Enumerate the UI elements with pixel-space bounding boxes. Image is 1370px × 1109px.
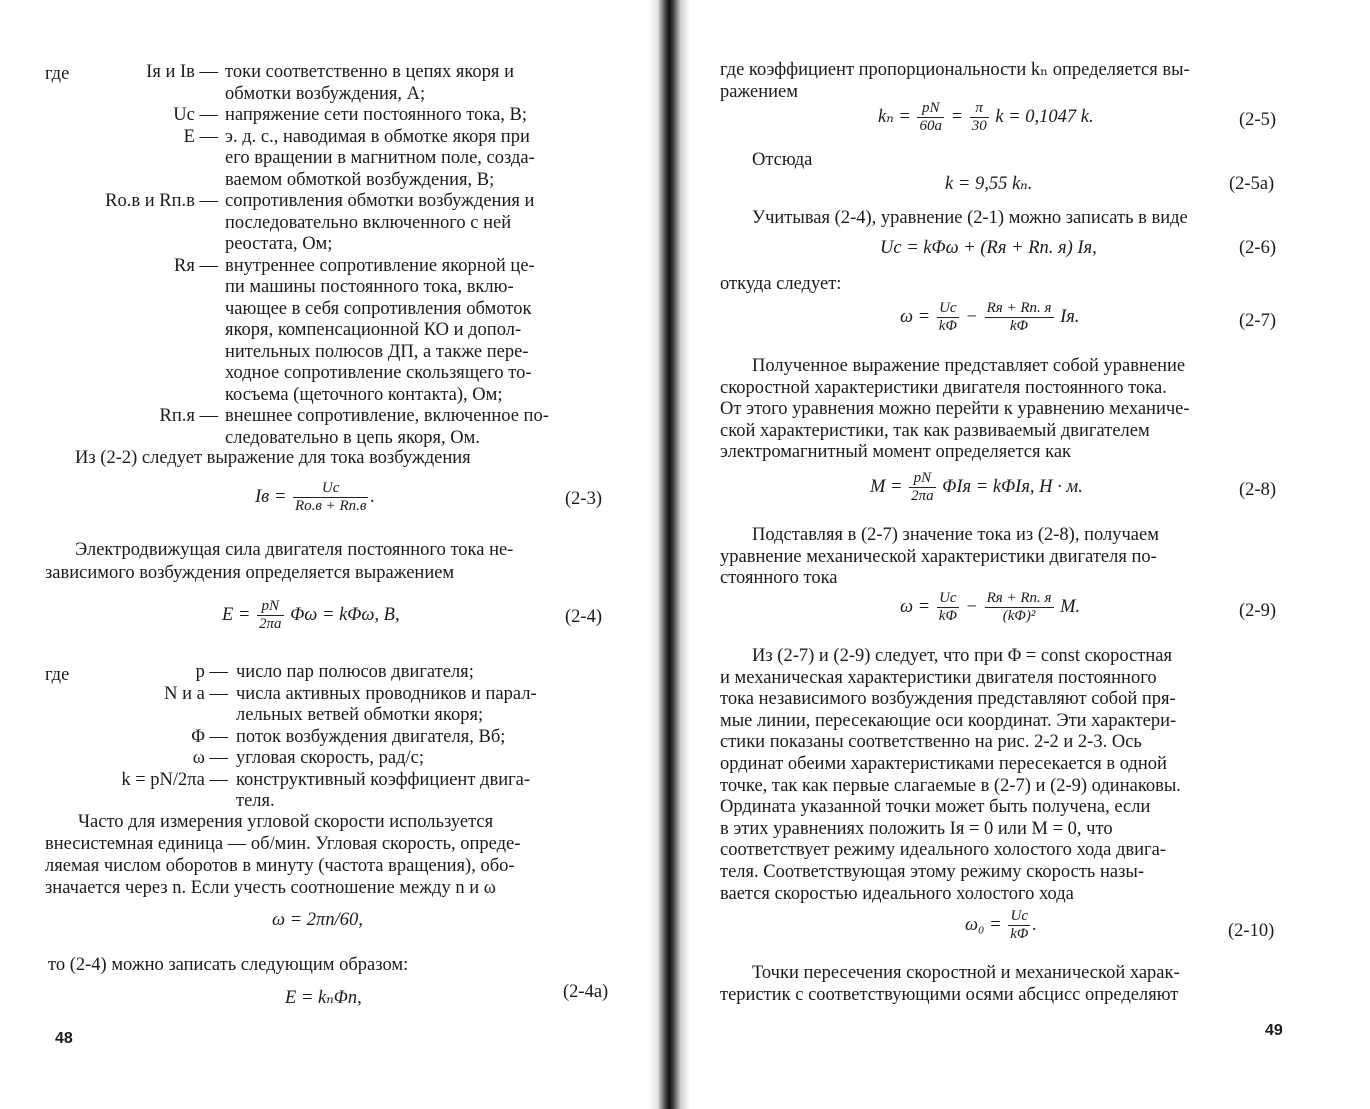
equation-2-10 <box>965 908 1037 943</box>
fraction <box>937 300 959 335</box>
equation-2-5a: k = 9,55 kₙ. <box>945 174 1033 194</box>
eq-rhs: Φω = kΦω, В, <box>290 604 400 625</box>
eq-rhs: k = 0,1047 k. <box>995 106 1094 127</box>
fraction-denominator: 2πa <box>259 616 282 632</box>
paragraph-line: Ордината указанной точки может быть получена, если <box>720 797 1151 818</box>
definition-text: внешнее сопротивление, включенное по- <box>225 406 549 426</box>
paragraph-line: точке, так как первые слагаемые в (2-7) и (2-9) одинаковы. <box>720 775 1181 796</box>
eq-lhs: ω = <box>900 306 931 327</box>
definition-text: косъема (щеточного контакта), Ом; <box>225 384 503 405</box>
paragraph-line: Часто для измерения угловой скорости используется <box>78 812 494 832</box>
fraction <box>909 470 936 505</box>
paragraph-line: скоростной характеристики двигателя постоянного тока. <box>720 377 1167 398</box>
eq-rhs: Iя. <box>1060 306 1080 327</box>
fraction-numerator: Uс <box>937 590 959 608</box>
definition-text: его вращении в магнитном поле, созда- <box>225 148 535 168</box>
definition-text: число пар полюсов двигателя; <box>236 662 474 682</box>
eq-tail: . <box>370 486 376 507</box>
definition-text: якоря, компенсационной КО и допол- <box>225 320 522 340</box>
fraction-denominator: kΦ <box>1010 318 1029 334</box>
equation-2-3 <box>255 480 375 515</box>
fraction <box>1008 908 1030 943</box>
right-page <box>690 0 1370 1109</box>
fraction-denominator: 2πa <box>911 488 934 504</box>
definition-text: числа активных проводников и парал- <box>236 683 537 704</box>
equation-2-4 <box>222 598 400 633</box>
definition-text: ходное сопротивление скользящего то- <box>225 363 532 383</box>
definition-text: токи соответственно в цепях якоря и <box>225 62 514 82</box>
eq-lhs: M = <box>870 476 903 497</box>
left-page <box>0 0 648 1109</box>
equation-number: (2-5) <box>1239 110 1276 130</box>
fraction <box>917 100 944 135</box>
definition-text: ваемом обмоткой возбуждения, В; <box>225 169 495 190</box>
equation-omega: ω = 2πn/60, <box>272 910 363 930</box>
paragraph-line: внесистемная единица — об/мин. Угловая скорость, опреде- <box>45 834 521 854</box>
paragraph-line: в этих уравнениях положить Iя = 0 или M = 0, что <box>720 818 1113 839</box>
equation-2-9 <box>900 590 1080 625</box>
definition-symbol: Iя и Iв — <box>146 62 218 82</box>
page-number: 49 <box>1265 1022 1283 1039</box>
definition-text: следовательно в цепь якоря, Ом. <box>225 427 480 448</box>
definition-symbol: Φ — <box>191 726 228 747</box>
equation-2-5 <box>878 100 1094 135</box>
definition-text: поток возбуждения двигателя, Вб; <box>236 726 506 747</box>
paragraph: Из (2-2) следует выражение для тока возбуждения <box>75 448 471 468</box>
definition-symbol: N и a — <box>164 683 228 704</box>
fraction-numerator: Uс <box>293 480 368 498</box>
eq-operator: − <box>965 306 978 327</box>
paragraph-line: зависимого возбуждения определяется выражением <box>45 563 455 583</box>
equation-2-4a: E = kₙΦn, <box>285 988 362 1008</box>
eq-lhs: ω₀ = <box>965 914 1002 935</box>
equation-2-7 <box>900 300 1080 335</box>
paragraph: откуда следует: <box>720 274 842 294</box>
paragraph-line: уравнение механической характеристики двигателя по- <box>720 546 1157 567</box>
eq-lhs: ω = <box>900 596 931 617</box>
fraction-denominator: 60a <box>919 118 942 134</box>
paragraph-line: электромагнитный момент определяется как <box>720 442 1072 463</box>
paragraph-line: теристик с соответствующими осями абсцисс определяют <box>720 984 1179 1005</box>
definition-text: последовательно включенного с ней <box>225 212 512 233</box>
fraction-numerator: Uс <box>1008 908 1030 926</box>
equation-number: (2-4а) <box>563 982 609 1002</box>
definition-symbol: p — <box>195 662 228 682</box>
equation-number: (2-7) <box>1239 311 1276 331</box>
equation-2-6: Uс = kΦω + (Rя + Rп. я) Iя, <box>880 238 1097 258</box>
eq-operator: = <box>950 106 964 127</box>
eq-operator: − <box>965 596 978 617</box>
paragraph: то (2-4) можно записать следующим образом: <box>48 955 409 975</box>
definition-text: чающее в себя сопротивления обмоток <box>225 298 532 319</box>
definition-text: нительных полюсов ДП, а также пере- <box>225 341 529 362</box>
definition-text: пи машины постоянного тока, вклю- <box>225 277 514 297</box>
fraction-numerator: π <box>970 100 989 118</box>
definition-symbol: Rп.я — <box>159 406 218 426</box>
fraction-numerator: Rя + Rп. я <box>986 300 1052 316</box>
paragraph-line: значается через n. Если учесть соотношение между n и ω <box>45 878 496 898</box>
paragraph-line: теля. Соответствующая этому режиму скорость назы- <box>720 862 1145 882</box>
paragraph: Отсюда <box>752 150 813 170</box>
definition-text: лельных ветвей обмотки якоря; <box>236 705 484 725</box>
paragraph-line: где коэффициент пропорциональности kₙ определяется вы- <box>720 60 1190 80</box>
paragraph-line: стики показаны соответственно на рис. 2-2 и 2-3. Ось <box>720 732 1142 753</box>
paragraph-line: ской характеристики, так как развиваемый двигателем <box>720 420 1150 441</box>
paragraph-line: От этого уравнения можно перейти к уравнению механиче- <box>720 399 1190 420</box>
fraction-denominator: (kΦ)² <box>1002 608 1036 624</box>
paragraph-line: ординат обеими характеристиками пересекается в одной <box>720 754 1167 774</box>
definition-symbol: k = pN/2πa — <box>121 769 228 790</box>
definition-text: сопротивления обмотки возбуждения и <box>225 191 535 211</box>
paragraph-line: ражением <box>720 82 798 102</box>
where-label-1: где <box>45 64 70 84</box>
equation-number: (2-9) <box>1239 601 1276 621</box>
fraction-numerator: pN <box>909 470 936 488</box>
equation-number: (2-6) <box>1239 238 1276 258</box>
fraction <box>257 598 284 633</box>
paragraph-line: ляемая числом оборотов в минуту (частота вращения), обо- <box>45 856 515 876</box>
fraction-denominator: 30 <box>971 118 987 134</box>
paragraph-line: вается скоростью идеального холостого хода <box>720 883 1074 904</box>
definition-text: теля. <box>236 791 275 811</box>
fraction <box>970 100 989 135</box>
equation-2-8 <box>870 470 1083 505</box>
definition-symbol: E — <box>183 126 218 147</box>
definition-text: напряжение сети постоянного тока, В; <box>225 105 528 125</box>
definition-text: реостата, Ом; <box>225 234 333 254</box>
fraction <box>985 590 1054 625</box>
fraction-numerator: Rя + Rп. я <box>986 590 1052 606</box>
equation-number: (2-4) <box>565 607 602 627</box>
fraction-denominator: kΦ <box>938 608 957 624</box>
paragraph-line: стоянного тока <box>720 568 838 589</box>
paragraph-line: Из (2-7) и (2-9) следует, что при Φ = const скоростная <box>752 646 1172 666</box>
eq-lhs: Iв = <box>255 486 287 507</box>
eq-rhs: ΦIя = kΦIя, Н · м. <box>942 476 1083 497</box>
equation-number: (2-3) <box>565 489 602 509</box>
paragraph: Учитывая (2-4), уравнение (2-1) можно записать в виде <box>752 208 1188 228</box>
eq-tail: . <box>1032 914 1037 935</box>
definition-symbol: Rо.в и Rп.в — <box>105 191 218 211</box>
paragraph-line: соответствует режиму идеального холостого хода двига- <box>720 840 1167 861</box>
definition-text: конструктивный коэффициент двига- <box>236 769 531 790</box>
paragraph-line: и механическая характеристики двигателя постоянного <box>720 667 1157 688</box>
fraction-denominator: kΦ <box>938 318 957 334</box>
definition-symbol: Uс — <box>173 105 218 125</box>
fraction-numerator: pN <box>257 598 284 616</box>
definition-symbol: Rя — <box>174 255 218 276</box>
book-spine-gutter <box>648 0 690 1109</box>
definition-symbol: ω — <box>192 748 228 768</box>
paragraph-line: Полученное выражение представляет собой уравнение <box>752 356 1186 376</box>
paragraph-line: мые линии, пересекающие оси координат. Эти характери- <box>720 710 1177 731</box>
eq-rhs: M. <box>1060 596 1081 617</box>
fraction-numerator: Uс <box>937 300 959 318</box>
paragraph-line: Подставляя в (2-7) значение тока из (2-8), получаем <box>752 525 1159 545</box>
definition-text: угловая скорость, рад/с; <box>236 748 425 768</box>
paragraph-line: Электродвижущая сила двигателя постоянного тока не- <box>75 540 514 560</box>
fraction-denominator: Rо.в + Rп.в <box>294 498 367 514</box>
definition-text: э. д. с., наводимая в обмотке якоря при <box>225 126 530 147</box>
where-label-2: где <box>45 665 70 685</box>
equation-number: (2-10) <box>1228 921 1275 941</box>
equation-number: (2-5а) <box>1229 174 1275 194</box>
eq-lhs: E = <box>222 604 251 625</box>
fraction <box>985 300 1054 335</box>
paragraph-line: Точки пересечения скоростной и механической харак- <box>752 963 1180 983</box>
definition-text: обмотки возбуждения, А; <box>225 83 426 104</box>
fraction-numerator: pN <box>917 100 944 118</box>
fraction <box>937 590 959 625</box>
definition-text: внутреннее сопротивление якорной це- <box>225 255 535 276</box>
paragraph-line: тока независимого возбуждения представляют собой пря- <box>720 689 1176 710</box>
fraction-denominator: kΦ <box>1010 926 1029 942</box>
equation-number: (2-8) <box>1239 480 1276 500</box>
eq-lhs: kₙ = <box>878 106 911 127</box>
fraction <box>293 480 368 515</box>
page-number: 48 <box>55 1030 73 1047</box>
